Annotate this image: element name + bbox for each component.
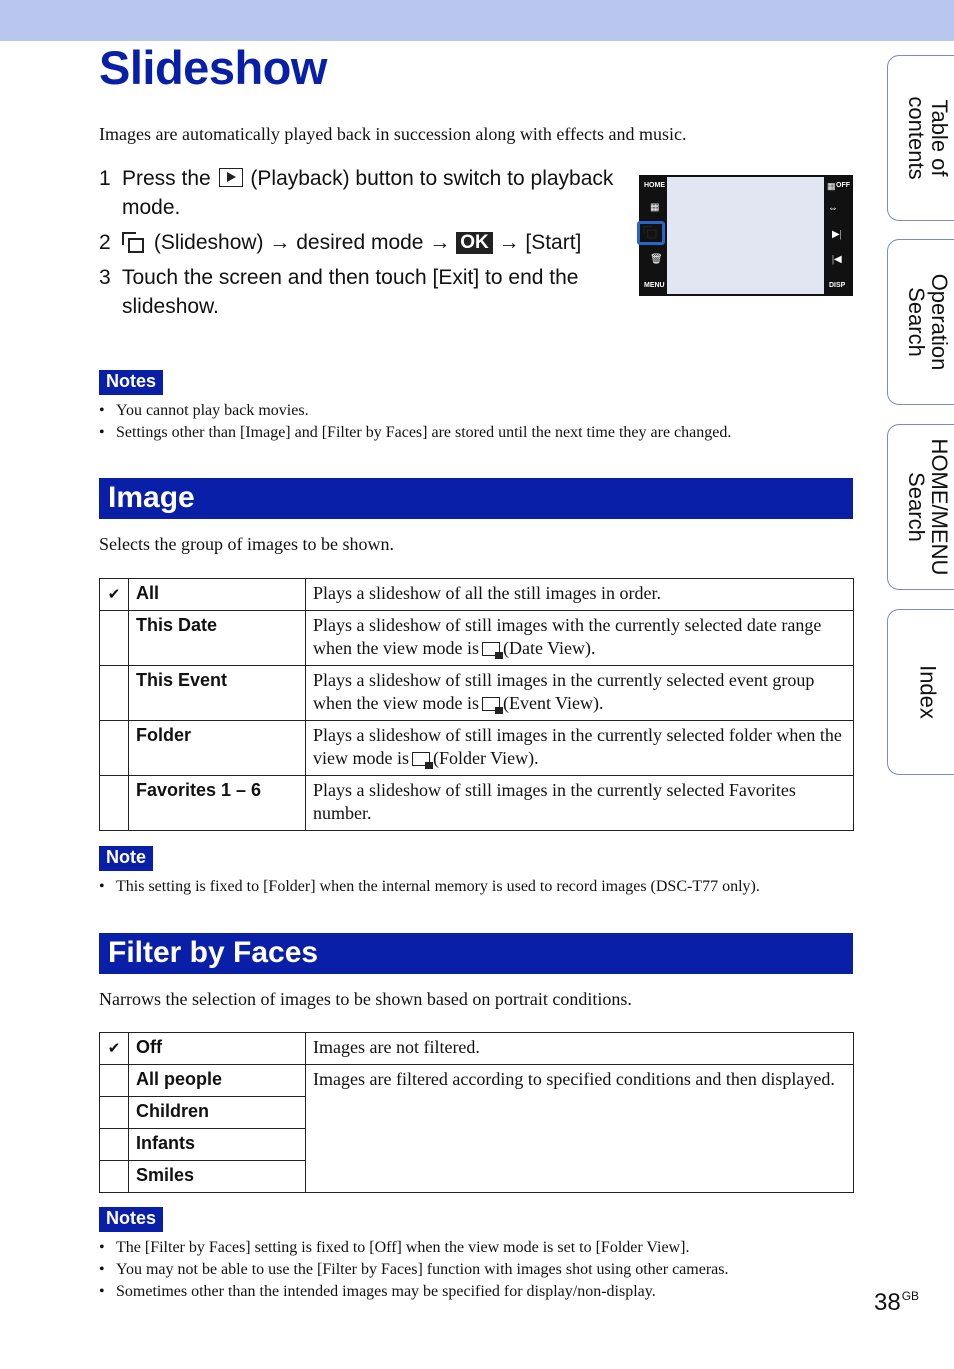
arrow-icon: → <box>498 231 520 254</box>
arrow-icon: → <box>269 231 291 254</box>
option-name: All people <box>129 1065 306 1097</box>
grid-icon: ▦ <box>827 181 836 191</box>
previous-icon: |◀ <box>832 254 842 265</box>
option-name: Off <box>129 1033 306 1065</box>
step-text: [Start] <box>525 231 582 254</box>
tab-label: Table of contents <box>903 96 952 180</box>
slideshow-icon <box>122 232 144 252</box>
default-cell <box>100 1033 129 1065</box>
table-row <box>100 1065 854 1097</box>
tab-operation-search[interactable] <box>887 239 954 405</box>
home-label: HOME <box>644 182 665 189</box>
tab-label: HOME/MENU Search <box>903 438 952 576</box>
disp-label: DISP <box>829 282 846 289</box>
table-row <box>100 776 854 831</box>
index-view-icon: ▦ <box>650 202 660 213</box>
steps-list <box>99 164 619 327</box>
step-text: (Slideshow) <box>153 231 264 254</box>
option-desc: Plays a slideshow of still images with the currently selected date range when the view mode is (Date View). <box>306 611 854 666</box>
note-item: • This setting is fixed to [Folder] when the internal memory is used to record images (DSC-T77 only). <box>99 876 859 898</box>
notes-tag: Notes <box>99 1207 163 1232</box>
tab-label: Operation Search <box>903 273 952 371</box>
step-text: Touch the screen and then touch [Exit] to end the slideshow. <box>122 266 579 318</box>
section-intro: Selects the group of images to be shown. <box>99 534 394 554</box>
camera-screen-display <box>667 177 824 294</box>
menu-label: MENU <box>644 282 665 289</box>
arrow-icon: → <box>429 231 451 254</box>
notes-tag: Notes <box>99 370 163 395</box>
page-number: $38^{GB}$ <box>874 1289 920 1316</box>
camera-screen-illustration <box>639 175 853 296</box>
slideshow-button-selected <box>637 221 665 245</box>
default-cell <box>100 579 129 611</box>
step-number: 2 <box>99 231 111 254</box>
option-desc: Plays a slideshow of all the still images in order. <box>306 579 854 611</box>
folder-view-icon <box>412 752 430 766</box>
option-name: All <box>129 579 306 611</box>
tab-table-of-contents[interactable] <box>887 55 954 221</box>
note-item: • The [Filter by Faces] setting is fixed to [Off] when the view mode is set to [Folder View]. <box>99 1237 859 1259</box>
faces-options-table <box>99 1032 854 1193</box>
intro-text: Images are automatically played back in succession along with effects and music. <box>99 124 687 144</box>
note-item: • You may not be able to use the [Filter by Faces] function with images shot using other cameras. <box>99 1259 859 1281</box>
table-row <box>100 579 854 611</box>
option-name: Smiles <box>129 1161 306 1193</box>
option-desc: Images are filtered according to specified conditions and then displayed. <box>306 1065 854 1193</box>
step-1 <box>99 164 619 222</box>
table-row <box>100 666 854 721</box>
section-heading-image: Image <box>99 478 853 519</box>
image-options-table <box>99 578 854 831</box>
note-item: • Sometimes other than the intended images may be specified for display/non-display. <box>99 1281 859 1303</box>
top-header-bar <box>0 0 954 41</box>
ok-button-icon: OK <box>456 232 493 254</box>
next-icon: ▶| <box>832 229 842 240</box>
date-view-icon <box>482 642 500 656</box>
slideshow-icon <box>643 226 656 238</box>
step-text: Press the <box>122 167 211 190</box>
note-item: • Settings other than [Image] and [Filter by Faces] are stored until the next time they are changed. <box>99 422 859 444</box>
check-icon: ✔ <box>107 1039 121 1057</box>
option-desc: Plays a slideshow of still images in the currently selected event group when the view mode is (Event View). <box>306 666 854 721</box>
notes-list <box>99 1237 859 1303</box>
step-text: desired mode <box>296 231 424 254</box>
event-view-icon <box>482 697 500 711</box>
step-number: 1 <box>99 167 111 190</box>
option-name: Children <box>129 1097 306 1129</box>
tab-index[interactable] <box>887 609 954 775</box>
check-icon: ✔ <box>107 585 121 603</box>
step-text: (Playback) button to switch to playback mode. <box>122 167 614 219</box>
option-desc: Plays a slideshow of still images in the currently selected folder when the view mode is (Folder View). <box>306 721 854 776</box>
resize-arrows-icon: ⇔ <box>828 203 838 214</box>
option-desc: Images are not filtered. <box>306 1033 854 1065</box>
table-row <box>100 611 854 666</box>
table-row <box>100 721 854 776</box>
page-title: Slideshow <box>99 41 327 94</box>
notes-list <box>99 400 859 444</box>
note-list <box>99 876 859 898</box>
section-intro: Narrows the selection of images to be shown based on portrait conditions. <box>99 989 632 1009</box>
step-3 <box>99 263 619 321</box>
option-name: This Date <box>129 611 306 666</box>
section-heading-filter-by-faces: Filter by Faces <box>99 933 853 974</box>
table-row <box>100 1033 854 1065</box>
trash-icon: 🗑 <box>650 254 663 265</box>
step-2 <box>99 228 619 257</box>
display-off-label: OFF <box>836 182 850 189</box>
option-name: This Event <box>129 666 306 721</box>
note-item: • You cannot play back movies. <box>99 400 859 422</box>
step-number: 3 <box>99 266 111 289</box>
playback-icon <box>219 168 243 187</box>
option-name: Favorites 1 – 6 <box>129 776 306 831</box>
option-name: Folder <box>129 721 306 776</box>
option-name: Infants <box>129 1129 306 1161</box>
tab-label: Index <box>915 665 940 719</box>
tab-home-menu-search[interactable] <box>887 424 954 590</box>
option-desc: Plays a slideshow of still images in the currently selected Favorites number. <box>306 776 854 831</box>
note-tag: Note <box>99 846 153 871</box>
